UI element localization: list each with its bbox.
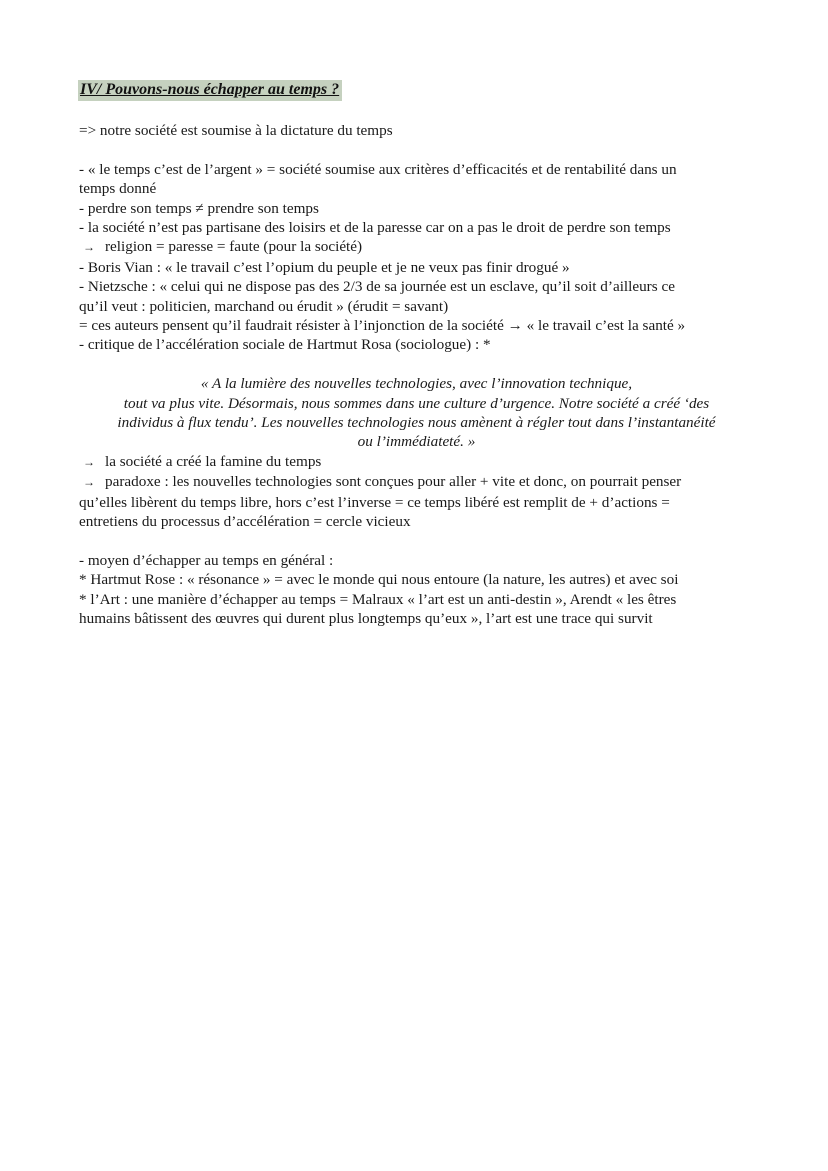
arrow-line	[79, 452, 754, 472]
intro-line: => notre société est soumise à la dictature du temps	[79, 122, 393, 139]
arrow-line	[79, 237, 754, 257]
document-body	[79, 121, 754, 629]
text-line: * l’Art : une manière d’échapper au temps = Malraux « l’art est un anti-destin », Arendt « les êtres	[79, 590, 677, 608]
arrow-icon: →	[83, 454, 95, 469]
arrow-icon: →	[83, 475, 95, 490]
text-line: - Nietzsche : « celui qui ne dispose pas des 2/3 de sa journée est un esclave, qu’il soit d’ailleurs ce	[79, 278, 675, 296]
text-line: - « le temps c’est de l’argent » = société soumise aux critères d’efficacités et de rentabilité dans un	[79, 160, 677, 178]
text-line: = ces auteurs pensent qu’il faudrait résister à l’injonction de la société → « le travail c’est la santé »	[79, 317, 686, 335]
text-line: * Hartmut Rose : « résonance » = avec le monde qui nous entoure (la nature, les autres) et avec soi	[79, 571, 679, 589]
text-line: - la société n’est pas partisane des loisirs et de la paresse car on a pas le droit de perdre son temps	[79, 219, 671, 237]
text-line: - moyen d’échapper au temps en général :	[79, 551, 334, 569]
arrow-line	[79, 472, 754, 492]
text-line: - Boris Vian : « le travail c’est l’opium du peuple et je ne veux pas finir drogué »	[79, 258, 570, 276]
text-line: religion = paresse = faute (pour la société)	[105, 238, 363, 256]
arrow-icon: →	[83, 240, 95, 255]
text-line: humains bâtissent des œuvres qui durent plus longtemps qu’eux », l’art est une trace qui survit	[79, 610, 653, 628]
section-heading: IV/ Pouvons-nous échapper au temps ?	[78, 80, 342, 101]
quote-line: tout va plus vite. Désormais, nous sommes dans une culture d’urgence. Notre société a créé ‘des	[123, 394, 710, 412]
text-line: - perdre son temps ≠ prendre son temps	[79, 199, 319, 217]
quote-line: « A la lumière des nouvelles technologies, avec l’innovation technique,	[200, 375, 633, 393]
text-line: qu’elles libèrent du temps libre, hors c’est l’inverse = ce temps libéré est remplit de + d’actions =	[79, 493, 670, 511]
quote-line: individus à flux tendu’. Les nouvelles technologies nous amènent à régler tout dans l’instantanéité	[117, 414, 716, 432]
text-line: entretiens du processus d’accélération = cercle vicieux	[79, 513, 411, 531]
quote-line: ou l’immédiateté. »	[357, 433, 476, 451]
text-line: temps donné	[79, 180, 157, 198]
text-line: paradoxe : les nouvelles technologies sont conçues pour aller + vite et donc, on pourrait penser	[105, 473, 682, 491]
text-line: - critique de l’accélération sociale de Hartmut Rosa (sociologue) : *	[79, 336, 491, 354]
text-line: qu’il veut : politicien, marchand ou érudit » (érudit = savant)	[79, 297, 449, 315]
text-line: la société a créé la famine du temps	[105, 452, 322, 470]
